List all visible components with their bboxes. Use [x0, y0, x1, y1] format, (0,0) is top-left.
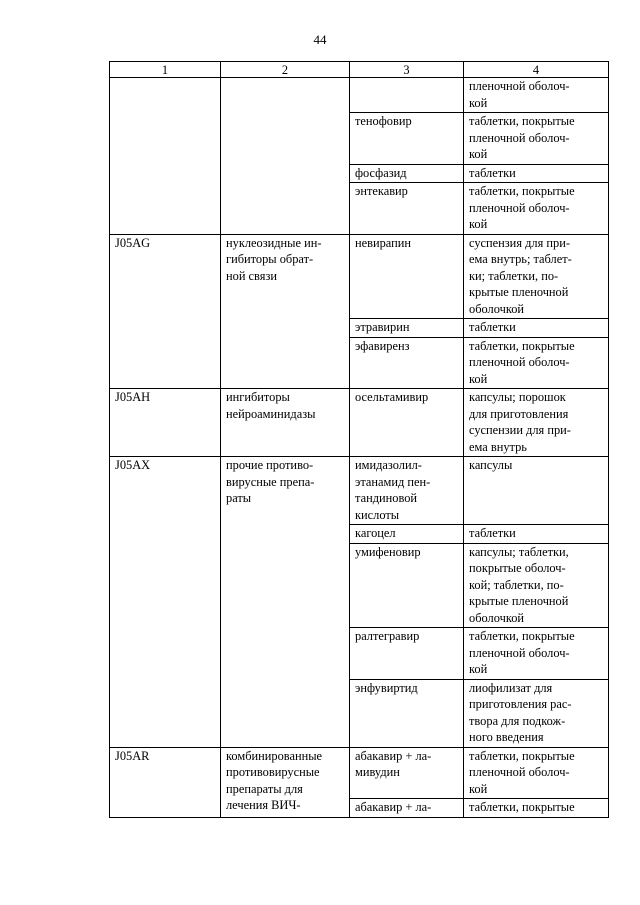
atc-code-cell	[110, 747, 221, 817]
dosage-form-line: таблетки	[469, 320, 516, 334]
dosage-form-line: таблетки, покрытые	[469, 184, 575, 198]
dosage-form-line: твора для подкож-	[469, 713, 566, 728]
drug-name-line: тандиновой	[355, 491, 418, 505]
atc-code-cell	[110, 234, 221, 389]
header-cell-3: 3	[350, 62, 464, 78]
drug-name-line: кагоцел	[355, 526, 396, 540]
dosage-form-line: пленочной оболоч-	[469, 130, 570, 145]
header-cell-2: 2	[221, 62, 350, 78]
drug-group-line: ной связи	[226, 268, 277, 283]
dosage-form-line: суспензия для при-	[469, 235, 570, 250]
dosage-form-line: кой	[469, 147, 488, 161]
dosage-form-line: пленочной оболоч-	[469, 200, 570, 215]
dosage-form-cell	[464, 337, 609, 389]
drug-group-line: препараты для	[226, 781, 303, 796]
table-header-row	[110, 62, 609, 78]
table-row	[110, 457, 609, 525]
drug-name-line: тенофовир	[355, 114, 412, 128]
drug-name-line: энфувиртид	[355, 680, 418, 695]
dosage-form-line: пленочной оболоч-	[469, 765, 570, 779]
dosage-form-line: крытые пленочной	[469, 594, 569, 608]
drug-group-line: прочие противо-	[226, 458, 314, 472]
dosage-form-line: пленочной оболоч-	[469, 79, 570, 93]
dosage-form-cell	[464, 389, 609, 457]
drug-name-cell	[350, 319, 464, 338]
dosage-form-line: таблетки, покрытые	[469, 338, 575, 353]
table-row	[110, 234, 609, 319]
dosage-form-cell	[464, 628, 609, 680]
drug-name-line: этравирин	[355, 320, 410, 334]
dosage-form-line: кой	[469, 781, 488, 796]
dosage-form-cell	[464, 319, 609, 338]
dosage-form-line: кой; таблетки, по-	[469, 577, 564, 592]
drug-name-cell	[350, 337, 464, 389]
dosage-form-line: кой	[469, 371, 488, 386]
drug-name-cell	[350, 234, 464, 319]
dosage-form-cell	[464, 183, 609, 235]
drug-name-line: эфавиренз	[355, 338, 410, 353]
drug-name-line: имидазолил-	[355, 458, 422, 472]
drug-name-line: умифеновир	[355, 544, 421, 559]
dosage-form-line: таблетки, покрытые	[469, 114, 575, 128]
dosage-form-line: таблетки	[469, 526, 516, 540]
drug-name-cell	[350, 679, 464, 747]
drug-group-line: раты	[226, 491, 252, 505]
drug-name-cell	[350, 389, 464, 457]
drug-name-cell	[350, 457, 464, 525]
drug-group-line: противовирусные	[226, 765, 320, 779]
drug-group-cell	[221, 234, 350, 389]
header-cell-4: 4	[464, 62, 609, 78]
dosage-form-cell	[464, 747, 609, 799]
atc-code-line: J05AG	[115, 235, 151, 250]
drug-group-cell	[221, 389, 350, 457]
dosage-form-line: таблетки, покрытые	[469, 800, 575, 814]
dosage-form-cell	[464, 799, 609, 818]
drug-name-cell	[350, 525, 464, 544]
dosage-form-cell	[464, 164, 609, 183]
atc-code-line: J05AX	[115, 458, 151, 472]
drug-group-line: вирусные препа-	[226, 474, 315, 489]
drug-name-cell	[350, 164, 464, 183]
drug-name-cell	[350, 799, 464, 818]
dosage-form-line: кой	[469, 95, 488, 110]
drug-group-line: гибиторы обрат-	[226, 252, 314, 266]
drug-name-line: энтекавир	[355, 184, 408, 198]
dosage-form-line: пленочной оболоч-	[469, 645, 570, 660]
dosage-form-cell	[464, 457, 609, 525]
dosage-form-line: ема внутрь	[469, 439, 527, 454]
drug-name-line: мивудин	[355, 765, 400, 779]
drug-group-line: лечения ВИЧ-	[226, 798, 301, 812]
drug-name-cell	[350, 183, 464, 235]
drug-group-line: ингибиторы	[226, 390, 290, 404]
drug-group-cell	[221, 457, 350, 748]
dosage-form-line: оболочкой	[469, 610, 525, 625]
drug-group-line: нейроаминидазы	[226, 406, 316, 421]
table-row	[110, 747, 609, 799]
drug-name-cell	[350, 747, 464, 799]
drug-name-line: осельтамивир	[355, 390, 429, 404]
atc-code-line: J05AR	[115, 748, 150, 763]
dosage-form-line: таблетки, покрытые	[469, 629, 575, 643]
dosage-form-line: кой	[469, 217, 488, 231]
drug-name-line: этанамид пен-	[355, 474, 431, 489]
drug-table	[109, 61, 609, 818]
dosage-form-line: крытые пленочной	[469, 285, 569, 299]
drug-name-line: фосфазид	[355, 165, 407, 180]
table-row	[110, 389, 609, 457]
drug-group-line: нуклеозидные ин-	[226, 235, 322, 250]
dosage-form-line: ки; таблетки, по-	[469, 268, 559, 283]
drug-group-cell	[221, 78, 350, 235]
dosage-form-line: приготовления рас-	[469, 697, 572, 711]
dosage-form-cell	[464, 234, 609, 319]
dosage-form-line: капсулы; порошок	[469, 390, 566, 404]
dosage-form-cell	[464, 543, 609, 628]
drug-name-cell	[350, 543, 464, 628]
dosage-form-cell	[464, 78, 609, 113]
dosage-form-line: таблетки, покрытые	[469, 748, 575, 763]
dosage-form-line: пленочной оболоч-	[469, 355, 570, 369]
drug-name-line: абакавир + ла-	[355, 748, 432, 763]
dosage-form-cell	[464, 113, 609, 165]
drug-name-line: кислоты	[355, 507, 400, 522]
drug-name-line: ралтегравир	[355, 629, 420, 643]
dosage-form-cell	[464, 679, 609, 747]
page-number: 44	[313, 32, 327, 47]
drug-name-cell	[350, 113, 464, 165]
dosage-form-line: ного введения	[469, 730, 544, 744]
drug-name-cell	[350, 78, 464, 113]
dosage-form-line: лиофилизат для	[469, 680, 553, 695]
header-cell-1: 1	[110, 62, 221, 78]
table-row	[110, 78, 609, 113]
atc-code-cell	[110, 389, 221, 457]
dosage-form-line: покрытые оболоч-	[469, 561, 566, 575]
dosage-form-cell	[464, 525, 609, 544]
dosage-form-line: капсулы; таблетки,	[469, 544, 569, 559]
dosage-form-line: кой	[469, 662, 488, 676]
dosage-form-line: ема внутрь; таблет-	[469, 252, 572, 266]
dosage-form-line: суспензии для при-	[469, 423, 571, 437]
dosage-form-line: оболочкой	[469, 301, 525, 316]
drug-group-line: комбинированные	[226, 748, 323, 763]
drug-name-cell	[350, 628, 464, 680]
dosage-form-line: таблетки	[469, 165, 516, 180]
drug-name-line: невирапин	[355, 235, 412, 250]
atc-code-line: J05AH	[115, 390, 151, 404]
atc-code-cell	[110, 457, 221, 748]
drug-group-cell	[221, 747, 350, 817]
drug-name-line: абакавир + ла-	[355, 800, 432, 814]
dosage-form-line: капсулы	[469, 458, 513, 472]
dosage-form-line: для приготовления	[469, 406, 569, 421]
atc-code-cell	[110, 78, 221, 235]
